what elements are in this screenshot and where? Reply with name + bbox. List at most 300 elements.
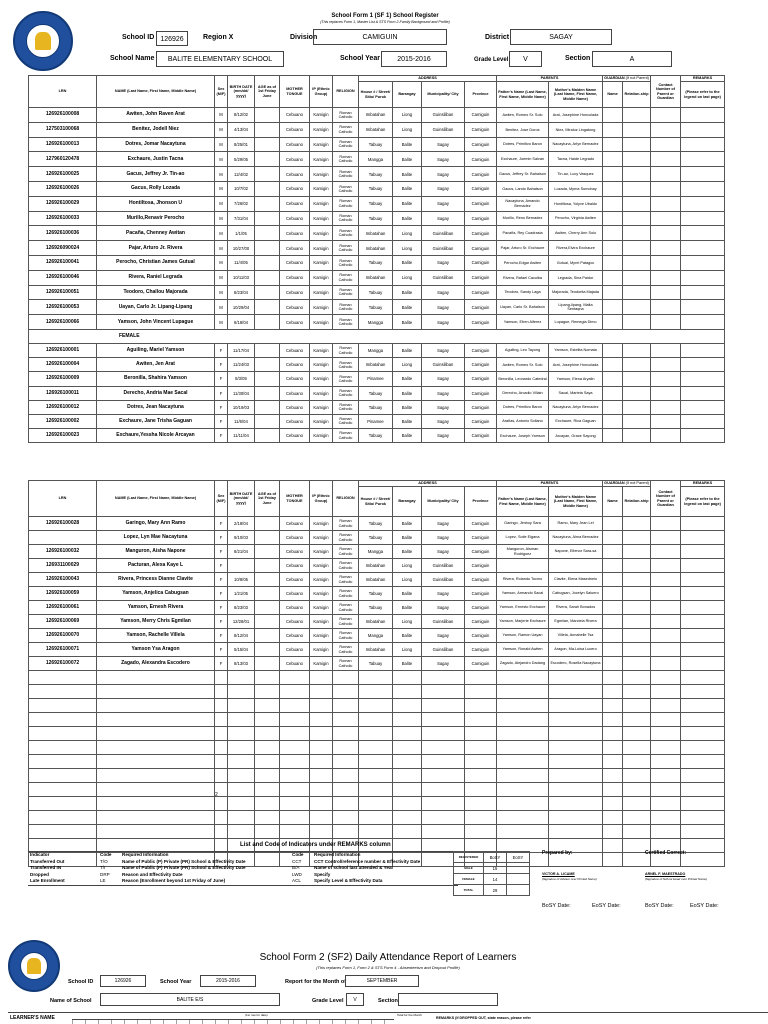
cell-g <box>603 226 623 241</box>
legend-cell: Reason (Enrollment beyond 1st Friday of June) <box>122 878 226 883</box>
sf2-remarks: REMARKS (If DROPPED OUT, state reason, please refer <box>436 1016 531 1020</box>
cell-ip: Kamigin <box>310 531 333 545</box>
blank-cell <box>497 811 549 825</box>
cell-house: Tabuay <box>359 300 393 315</box>
blank-cell <box>681 713 725 727</box>
cell-age <box>255 211 280 226</box>
blank-cell <box>333 671 359 685</box>
school-name-label: School Name <box>110 55 155 62</box>
cell-muni: Guinsiliban <box>422 122 465 137</box>
cell-mother: Tin-ao, Lucy Vasquez <box>549 167 603 182</box>
legend-cell: Reason and Effectivity Date <box>122 871 183 877</box>
cell-tongue: Cebuano <box>280 108 310 123</box>
cell-ip: Kamigin <box>310 372 333 386</box>
col-birth-date: BIRTH DATE (mm/dd/ yyyy) <box>228 76 255 108</box>
cell-rm <box>681 108 725 123</box>
sf2-school-year-label: School Year <box>160 979 192 985</box>
legend-cell: Dropped <box>30 871 49 877</box>
blank-cell <box>623 755 651 769</box>
cell-tongue: Cebuano <box>280 255 310 270</box>
cell-c <box>651 255 681 270</box>
division-label: Division <box>290 34 318 41</box>
cell-age <box>255 343 280 357</box>
cell-tongue: Cebuano <box>280 531 310 545</box>
cell-muni: Sagay <box>422 629 465 643</box>
cell-father: Yamson, Ernesto Exchaure <box>497 601 549 615</box>
cell-tongue: Cebuano <box>280 167 310 182</box>
cell-ip: Kamigin <box>310 137 333 152</box>
blank-cell <box>465 769 497 783</box>
cell-ip: Kamigin <box>310 414 333 428</box>
blank-cell <box>549 811 603 825</box>
blank-cell <box>422 685 465 699</box>
cell-brgy: Balite <box>393 657 422 671</box>
blank-row <box>29 825 725 839</box>
blank-cell <box>465 741 497 755</box>
cell-name: Hontiltosa, Jhonson U <box>97 196 215 211</box>
table-row <box>29 108 725 123</box>
col-sex: Sex (M/F) <box>215 76 228 108</box>
blank-cell <box>465 797 497 811</box>
cell-mother: Arat, Josephine Honculada <box>549 108 603 123</box>
cell-bday: 7/31/04 <box>228 211 255 226</box>
cell-brgy: Balite <box>393 315 422 330</box>
blank-cell <box>549 797 603 811</box>
blank-cell <box>215 741 228 755</box>
cell-lrn: 126926100002 <box>29 414 97 428</box>
cell-house: Tabuay <box>359 255 393 270</box>
blank-cell <box>29 769 97 783</box>
col-name: NAME (Last Name, First Name, Middle Name) <box>97 76 215 108</box>
blank-cell <box>623 769 651 783</box>
cell-religion: Roman Catholic <box>333 196 359 211</box>
blank-cell <box>497 783 549 797</box>
cell-lrn: 126931100029 <box>29 559 97 573</box>
cell-r <box>623 108 651 123</box>
cell-lrn: 126926100028 <box>29 517 97 531</box>
guardian-heading: GUARDIAN <box>604 76 625 81</box>
cell-prov: Camiguin <box>465 615 497 629</box>
cell-bday: 5/15/04 <box>228 643 255 657</box>
cell-bday: 9/10/03 <box>228 531 255 545</box>
blank-cell <box>333 741 359 755</box>
blank-cell <box>393 685 422 699</box>
cell-c <box>651 343 681 357</box>
cell-muni: Sagay <box>422 531 465 545</box>
cell-lrn <box>29 531 97 545</box>
cell-c <box>651 545 681 559</box>
cell-age <box>255 300 280 315</box>
legend-row <box>28 878 458 885</box>
cell-rm <box>681 300 725 315</box>
cell-religion: Roman Catholic <box>333 414 359 428</box>
cell-prov: Camiguin <box>465 358 497 372</box>
cell-brgy: Balite <box>393 386 422 400</box>
blank-cell <box>603 825 623 839</box>
cell-g <box>603 573 623 587</box>
division-field: CAMIGUIN <box>313 29 447 45</box>
summary-eosy <box>507 885 530 896</box>
cell-brgy: Liong <box>393 643 422 657</box>
cell-age <box>255 122 280 137</box>
cell-sex: F <box>215 615 228 629</box>
cell-religion: Roman Catholic <box>333 559 359 573</box>
cell-r <box>623 211 651 226</box>
cell-religion: Roman Catholic <box>333 531 359 545</box>
cell-g <box>603 241 623 256</box>
cell-sex: M <box>215 181 228 196</box>
table-row <box>29 545 725 559</box>
cell-lrn: 127503100068 <box>29 122 97 137</box>
legend-cell: T/I <box>100 865 106 870</box>
blank-cell <box>29 713 97 727</box>
blank-cell <box>651 727 681 741</box>
blank-cell <box>97 713 215 727</box>
cell-r <box>623 285 651 300</box>
col-province: Province <box>465 82 497 108</box>
cell-religion: Roman Catholic <box>333 615 359 629</box>
cell-house: Tabuay <box>359 657 393 671</box>
cell-sex: M <box>215 137 228 152</box>
cell-ip: Kamigin <box>310 615 333 629</box>
cell-muni: Sagay <box>422 429 465 443</box>
cell-g <box>603 657 623 671</box>
cell-g <box>603 601 623 615</box>
cell-lrn: 126926100059 <box>29 587 97 601</box>
blank-cell <box>623 685 651 699</box>
cell-lrn: 126926100046 <box>29 270 97 285</box>
cell-sex: F <box>215 559 228 573</box>
table-row <box>29 629 725 643</box>
legend-cell: CCT <box>292 858 302 864</box>
col-house: House # / Street/ Sitio/ Purok <box>359 82 393 108</box>
cell-r <box>623 643 651 657</box>
col-contact: Contact Number of Parent or Guardian <box>651 76 681 108</box>
cell-father: Yamson, Ramon Uayan <box>497 629 549 643</box>
cell-sex: M <box>215 108 228 123</box>
blank-cell <box>255 741 280 755</box>
cell-religion: Roman Catholic <box>333 300 359 315</box>
cell-house: Pinamee <box>359 414 393 428</box>
blank-cell <box>681 699 725 713</box>
cell-prov: Camiguin <box>465 315 497 330</box>
col-remarks-note: (Please refer to the legend on last page) <box>681 82 725 108</box>
cell-age <box>255 386 280 400</box>
certified-bosy-date: BoSY Date: <box>645 903 674 909</box>
cell-religion: Roman Catholic <box>333 181 359 196</box>
cell-mother: Perocho, Virginia Awiten <box>549 211 603 226</box>
blank-cell <box>310 685 333 699</box>
cell-father: Rivera, Rafael Caculba <box>497 270 549 285</box>
blank-cell <box>228 783 255 797</box>
cell-g <box>603 300 623 315</box>
blank-cell <box>359 825 393 839</box>
cell-g <box>603 270 623 285</box>
cell-lrn: 126926100053 <box>29 300 97 315</box>
cell-age <box>255 285 280 300</box>
cell-religion: Roman Catholic <box>333 643 359 657</box>
cell-house: Tabuay <box>359 196 393 211</box>
cell-c <box>651 573 681 587</box>
col-birth-date-2: BIRTH DATE (mm/dd/ yyyy) <box>228 481 255 517</box>
cell-rm <box>681 372 725 386</box>
blank-cell <box>603 811 623 825</box>
cell-father: Yamson, Armando Sacal <box>497 587 549 601</box>
cell-name: Gacus, Jeffrey Jr. Tin-ao <box>97 167 215 182</box>
blank-cell <box>549 755 603 769</box>
prepared-caption: (Signature of Adviser over Printed Name) <box>542 877 597 881</box>
col-remarks-2: REMARKS <box>681 481 725 487</box>
blank-cell <box>651 699 681 713</box>
school-name-field: BALITE ELEMENTARY SCHOOL <box>156 51 284 67</box>
cell-mother: Hontiltosa, Yolyve Ubaldo <box>549 196 603 211</box>
cell-brgy: Balite <box>393 152 422 167</box>
cell-mother: Majorada, Teodorita Majada <box>549 285 603 300</box>
blank-cell <box>681 853 725 867</box>
cell-mother: Nacaytuna, Arlyn Bernadez <box>549 137 603 152</box>
cell-r <box>623 531 651 545</box>
blank-cell <box>465 671 497 685</box>
blank-cell <box>228 699 255 713</box>
cell-sex: F <box>215 643 228 657</box>
blank-cell <box>651 811 681 825</box>
cell-ip: Kamigin <box>310 573 333 587</box>
sf2-total-month: Total for the Month <box>397 1013 422 1017</box>
cell-brgy: Balite <box>393 255 422 270</box>
blank-cell <box>359 811 393 825</box>
cell-rm <box>681 181 725 196</box>
cell-age <box>255 181 280 196</box>
cell-lrn: 126926100061 <box>29 601 97 615</box>
blank-cell <box>549 741 603 755</box>
cell-name: Beronilla, Shahira Yamson <box>97 372 215 386</box>
table-row <box>29 386 725 400</box>
blank-cell <box>310 713 333 727</box>
cell-father: Yamson, Ronald Awiten <box>497 643 549 657</box>
col-mother-tongue: MOTHER TONGUE <box>280 76 310 108</box>
legend-cell: Late Enrollment <box>30 878 65 883</box>
cell-rm <box>681 643 725 657</box>
blank-cell <box>681 839 725 853</box>
cell-house: Tabuay <box>359 137 393 152</box>
blank-cell <box>228 769 255 783</box>
blank-cell <box>333 727 359 741</box>
cell-age <box>255 615 280 629</box>
summary-header: REGISTERED <box>454 852 484 863</box>
cell-r <box>623 152 651 167</box>
sf2-subtitle: (This replaces Form 1, Form 2 & STS Form 4 - Absenteeism and Dropout Profile) <box>316 965 460 970</box>
blank-cell <box>603 783 623 797</box>
blank-cell <box>255 699 280 713</box>
cell-ip: Kamigin <box>310 587 333 601</box>
cell-muni: Guinsiliban <box>422 358 465 372</box>
cell-father: Zagado, Alejandro Dadang <box>497 657 549 671</box>
blank-cell <box>280 741 310 755</box>
blank-cell <box>603 853 623 867</box>
summary-label: MALE <box>454 863 484 874</box>
cell-ip: Kamigin <box>310 643 333 657</box>
blank-cell <box>228 685 255 699</box>
cell-c <box>651 167 681 182</box>
cell-c <box>651 211 681 226</box>
cell-sex: F <box>215 531 228 545</box>
cell-name: Yamson, Ernesh Rivera <box>97 601 215 615</box>
cell-ip: Kamigin <box>310 181 333 196</box>
blank-cell <box>681 741 725 755</box>
blank-cell <box>497 797 549 811</box>
blank-cell <box>29 699 97 713</box>
cell-muni: Sagay <box>422 372 465 386</box>
cell-tongue: Cebuano <box>280 414 310 428</box>
cell-religion: Roman Catholic <box>333 167 359 182</box>
cell-bday: 8/3/05 <box>228 372 255 386</box>
blank-cell <box>549 685 603 699</box>
cell-g <box>603 315 623 330</box>
cell-sex: M <box>215 300 228 315</box>
cell-mother: Cabugsan, Jocelyn Saluero <box>549 587 603 601</box>
cell-age <box>255 358 280 372</box>
cell-name: Benitez, Jodell Niez <box>97 122 215 137</box>
cell-father: Rivera, Rolando Tocmo <box>497 573 549 587</box>
cell-bday: 12/28/01 <box>228 615 255 629</box>
blank-cell <box>422 741 465 755</box>
cell-muni: Guinsiliban <box>422 643 465 657</box>
cell-bday: 8/13/03 <box>228 657 255 671</box>
cell-house: Imbatahan <box>359 226 393 241</box>
cell-brgy: Balite <box>393 167 422 182</box>
col-ip: IP (Ethnic Group) <box>310 76 333 108</box>
blank-cell <box>280 713 310 727</box>
blank-cell <box>310 783 333 797</box>
cell-brgy: Liong <box>393 226 422 241</box>
cell-c <box>651 429 681 443</box>
cell-prov: Camiguin <box>465 255 497 270</box>
cell-muni: Guinsiliban <box>422 573 465 587</box>
summary-col-bosy: BoSY <box>484 852 507 863</box>
cell-ip: Kamigin <box>310 601 333 615</box>
cell-sex: M <box>215 167 228 182</box>
cell-c <box>651 196 681 211</box>
cell-ip: Kamigin <box>310 211 333 226</box>
blank-cell <box>97 685 215 699</box>
cell-mother: Napone, Eltenor Sara-sa <box>549 545 603 559</box>
cell-brgy: Balite <box>393 517 422 531</box>
cell-ip: Kamigin <box>310 255 333 270</box>
sf2-school-name-label: Name of School <box>50 998 92 1004</box>
blank-cell <box>465 755 497 769</box>
cell-mother: Sacal, Marieta Saya <box>549 386 603 400</box>
cell-mother: Egmilan, Marciela Rivera <box>549 615 603 629</box>
blank-cell <box>228 713 255 727</box>
cell-r <box>623 270 651 285</box>
cell-rm <box>681 167 725 182</box>
guardian-note: (If not Parent) <box>625 76 649 81</box>
blank-cell <box>280 685 310 699</box>
table-row <box>29 315 725 330</box>
cell-muni: Sagay <box>422 400 465 414</box>
blank-cell <box>497 741 549 755</box>
col-barangay-2: Barangay <box>393 487 422 517</box>
table-row <box>29 358 725 372</box>
cell-lrn: 127960120478 <box>29 152 97 167</box>
cell-prov: Camiguin <box>465 587 497 601</box>
col-ip-2: IP (Ethnic Group) <box>310 481 333 517</box>
cell-c <box>651 559 681 573</box>
blank-cell <box>228 825 255 839</box>
cell-house: Imbatahan <box>359 270 393 285</box>
cell-bday: 10/29/04 <box>228 300 255 315</box>
blank-cell <box>623 727 651 741</box>
cell-g <box>603 414 623 428</box>
cell-tongue: Cebuano <box>280 643 310 657</box>
cell-house: Tabuay <box>359 517 393 531</box>
blank-cell <box>333 811 359 825</box>
cell-bday: 10/7/02 <box>228 181 255 196</box>
region-label: Region X <box>203 34 234 41</box>
cell-rm <box>681 255 725 270</box>
blank-cell <box>280 727 310 741</box>
blank-cell <box>359 755 393 769</box>
cell-ip: Kamigin <box>310 559 333 573</box>
cell-brgy: Liong <box>393 270 422 285</box>
blank-cell <box>393 713 422 727</box>
cell-r <box>623 226 651 241</box>
cell-age <box>255 559 280 573</box>
cell-sex: M <box>215 122 228 137</box>
cell-muni: Sagay <box>422 545 465 559</box>
cell-age <box>255 315 280 330</box>
cell-muni: Sagay <box>422 181 465 196</box>
cell-lrn: 126926100066 <box>29 315 97 330</box>
cell-house: Tabuay <box>359 531 393 545</box>
cell-c <box>651 315 681 330</box>
cell-mother: Gutual, Myrel Patagoc <box>549 255 603 270</box>
blank-cell <box>393 755 422 769</box>
cell-r <box>623 196 651 211</box>
cell-bday: 10/19/03 <box>228 400 255 414</box>
cell-bday: 8/12/02 <box>228 108 255 123</box>
blank-cell <box>465 699 497 713</box>
cell-prov: Camiguin <box>465 167 497 182</box>
table-row <box>29 241 725 256</box>
cell-bday: 10/11/03 <box>228 270 255 285</box>
blank-cell <box>310 825 333 839</box>
cell-father: Awiten, Romeo Sr. Solo <box>497 108 549 123</box>
cell-tongue: Cebuano <box>280 601 310 615</box>
cell-father: Yamson, Efren Alferez <box>497 315 549 330</box>
cell-lrn: 126926100012 <box>29 400 97 414</box>
cell-name: Pajar, Arturo Jr. Rivera <box>97 241 215 256</box>
certified-label: Certified Correct: <box>645 850 687 856</box>
cell-house: Imbatahan <box>359 122 393 137</box>
cell-brgy: Balite <box>393 300 422 315</box>
cell-lrn: 126926100008 <box>29 108 97 123</box>
cell-lrn: 126926100041 <box>29 255 97 270</box>
cell-rm <box>681 615 725 629</box>
blank-cell <box>681 727 725 741</box>
cell-sex: F <box>215 386 228 400</box>
blank-cell <box>280 825 310 839</box>
cell-bday: 11/17/04 <box>228 343 255 357</box>
cell-bday: 5/29/05 <box>228 152 255 167</box>
cell-prov: Camiguin <box>465 226 497 241</box>
summary-label: FEMALE <box>454 874 484 885</box>
cell-g <box>603 181 623 196</box>
cell-prov: Camiguin <box>465 343 497 357</box>
blank-cell <box>681 685 725 699</box>
blank-cell <box>623 741 651 755</box>
cell-name: Awiten, John Raven Arat <box>97 108 215 123</box>
